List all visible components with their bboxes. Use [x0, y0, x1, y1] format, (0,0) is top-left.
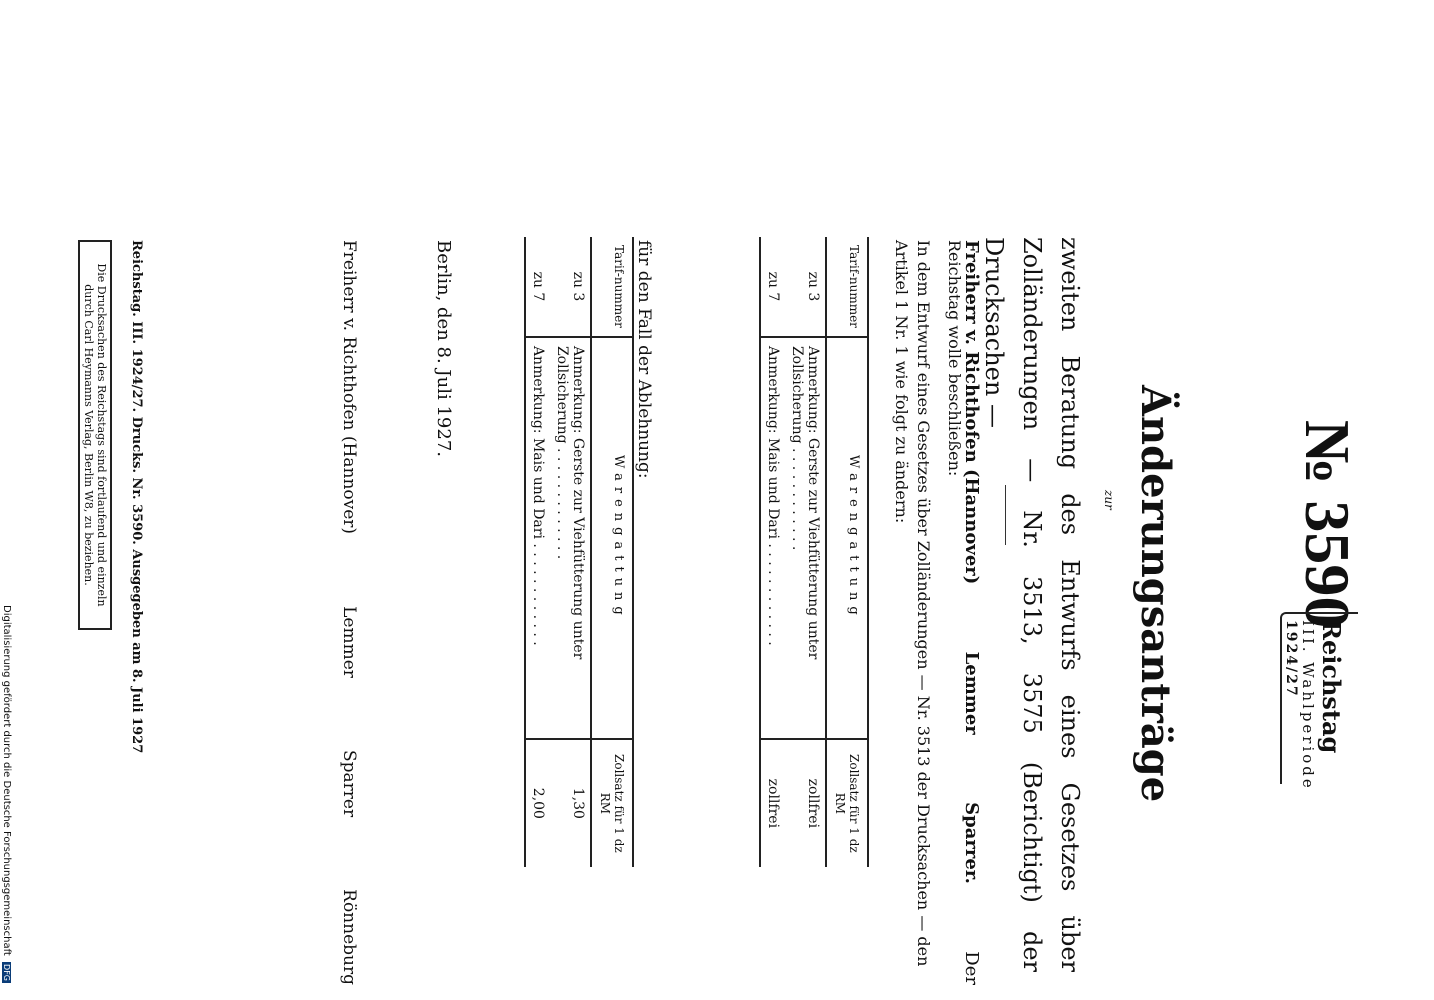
tariff-table-primary: [759, 237, 869, 867]
dfg-logo: DFG: [2, 964, 11, 981]
tariff-table-fallback: [524, 237, 634, 867]
signer-2: Lemmer: [339, 606, 359, 678]
period-label: III. Wahlperiode: [1299, 620, 1317, 791]
table-header-tarif: Tarif-nummer: [826, 237, 868, 337]
signers-top: [961, 240, 982, 985]
table-row: [785, 237, 826, 867]
ware-cell: Anmerkung: Mais und Dari . . . . . . . . . . . .: [525, 337, 550, 739]
signers-bottom: [339, 240, 359, 985]
zoll-cell: 2,00: [525, 739, 550, 867]
zoll-cell: zollfrei: [805, 778, 821, 829]
signer-1: Freiherr v. Richthofen (Hannover): [961, 240, 982, 585]
credit-line: [1, 605, 12, 983]
table-header-tarif: Tarif-nummer: [591, 237, 633, 337]
reichstag-header: [1283, 620, 1346, 790]
tarif-cell: zu 7: [760, 237, 785, 337]
signer-2: Lemmer: [961, 651, 982, 735]
table-row: [760, 237, 785, 867]
resolution-text: Reichstag wolle beschließen:: [945, 240, 964, 477]
signer-tail: Der: [961, 951, 982, 985]
tarif-cell: zu 3: [570, 271, 586, 302]
credit-text: Digitalisierung gefördert durch die Deutsche Forschungsgemeinschaft: [1, 605, 12, 956]
ware-cell: Anmerkung: Gerste zur Viehfütterung unter Zollsicherung . . . . . . . . . . . .: [785, 337, 826, 739]
ware-cell: Anmerkung: Mais und Dari . . . . . . . . . . . .: [760, 337, 785, 739]
table-header-ware: Warengattung: [591, 337, 633, 739]
title-subtitle: zur: [1102, 490, 1116, 510]
table-row: [525, 237, 550, 867]
zoll-cell: 1,30: [570, 787, 586, 819]
tarif-cell: zu 3: [805, 271, 821, 302]
signer-4: Rönneburg: [339, 889, 359, 985]
signer-1: Freiherr v. Richthofen (Hannover): [339, 240, 359, 535]
ware-cell: Anmerkung: Gerste zur Viehfütterung unter Zollsicherung . . . . . . . . . . . . .: [550, 337, 591, 739]
table-header-zoll: Zollsatz für 1 dz RM: [591, 739, 633, 867]
document-number: № 3590: [1292, 420, 1363, 629]
table-header-ware: Warengattung: [826, 337, 868, 739]
zoll-cell: zollfrei: [760, 739, 785, 867]
reichstag-label: Reichstag: [1317, 620, 1346, 754]
page-title: Änderungsanträge: [1132, 385, 1179, 803]
amendment-text: In dem Entwurf eines Gesetzes über Zolländerungen — Nr. 3513 der Drucksachen — den Artikel 1 Nr. 1 wie folgt zu ändern:: [892, 240, 933, 967]
signer-3: Sparrer.: [961, 802, 982, 884]
tarif-cell: zu 7: [525, 237, 550, 337]
divider: [1005, 485, 1006, 545]
footer-line: Reichstag. III. 1924/27. Drucks. Nr. 3590. Ausgegeben am 8. Juli 1927: [129, 240, 144, 754]
intro-paragraph: zweiten Beratung des Entwurfs eines Gesetzes über Zolländerungen — Nr. 3513, 3575 (Berichtigt) der Drucksachen —: [980, 237, 1084, 972]
table-header-zoll: Zollsatz für 1 dz RM: [826, 739, 868, 867]
signer-3: Sparrer: [339, 749, 359, 818]
publisher-notice: Die Drucksachen des Reichstags sind fortlaufend und einzeln durch Carl Heymanns Verlag, Berlin W8, zu beziehen.: [78, 240, 112, 630]
rejection-heading: für den Fall der Ablehnung:: [634, 240, 654, 479]
table-row: [550, 237, 591, 867]
years-label: 1924/27: [1283, 620, 1299, 698]
date-line: Berlin, den 8. Juli 1927.: [433, 240, 454, 457]
